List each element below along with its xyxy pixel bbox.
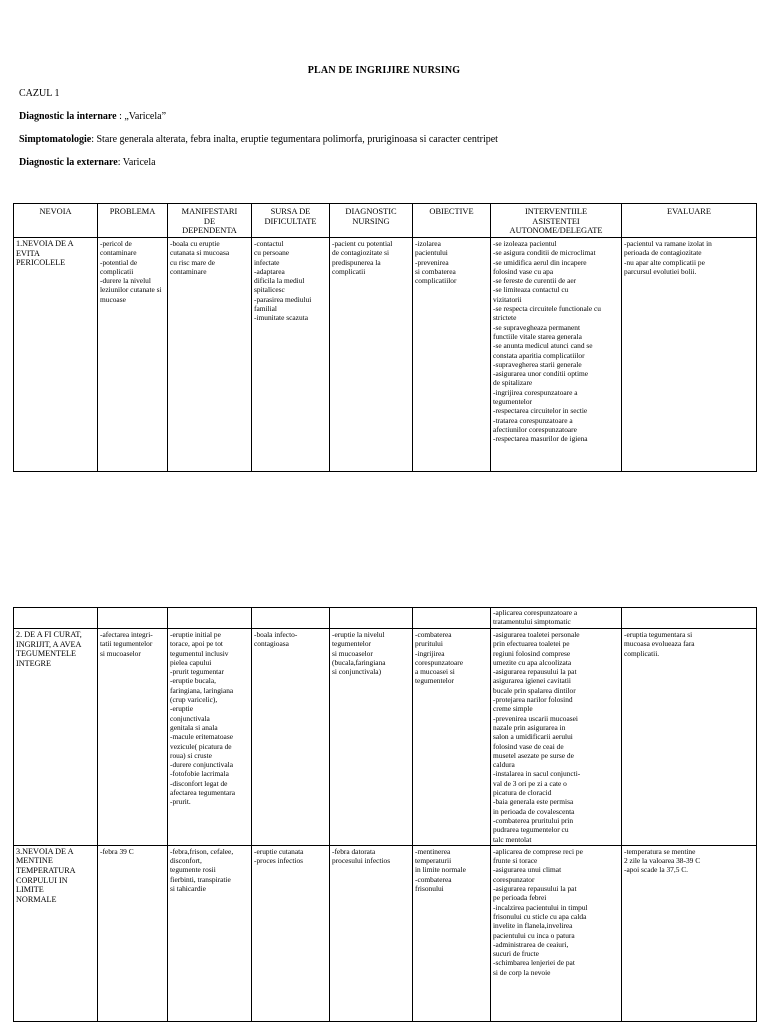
admission-diagnosis-label: Diagnostic la internare bbox=[19, 111, 117, 122]
cell-need bbox=[14, 629, 98, 846]
cell-line: -se limiteaza contactul cu bbox=[493, 285, 569, 295]
cell-line: de spitalizare bbox=[493, 378, 533, 388]
cell-line: -combaterea bbox=[415, 630, 452, 639]
cell-line: -asigurarea toaletei personale bbox=[493, 630, 580, 639]
cell-line: -aplicarea de comprese reci pe bbox=[493, 846, 583, 856]
cell-line: -mentinerea bbox=[415, 846, 451, 856]
cell-line: -proces infectios bbox=[254, 856, 304, 866]
cell-line: -durere conjunctivala bbox=[170, 760, 233, 770]
cell-line: -afectarea integri- bbox=[100, 630, 153, 639]
cell-line: perioada de contagiozitate bbox=[624, 248, 702, 258]
cell-interventions bbox=[491, 238, 622, 472]
cell-line: in limite normale bbox=[415, 865, 466, 875]
table-row bbox=[14, 845, 757, 1021]
cell-line: folosind vase de ceai de bbox=[493, 741, 564, 751]
cell-line: -asigurarea repausului la pat bbox=[493, 667, 577, 677]
cell-line: -se fereste de curentii de aer bbox=[493, 276, 577, 286]
discharge-diagnosis bbox=[19, 157, 156, 168]
cell-line: -adaptarea bbox=[254, 266, 285, 276]
cell-line: -eruptia tegumentara si bbox=[624, 630, 693, 639]
header-objectives bbox=[413, 204, 491, 238]
cell-line: afectarea tegumentara bbox=[170, 788, 236, 798]
cell-line: corespunzatoare bbox=[415, 657, 464, 667]
cell-line: prin efectuarea toaletei pe bbox=[493, 639, 570, 649]
cell-line: faringiana, laringiana bbox=[170, 685, 234, 695]
cell-line: disconfort, bbox=[170, 856, 202, 866]
cell-line: complicatii bbox=[100, 266, 134, 276]
cell-line: -febra 39 C bbox=[100, 846, 134, 856]
cell-evaluation bbox=[622, 845, 757, 1021]
cell-line: dificila la mediul bbox=[254, 276, 305, 286]
cell-line: -eruptie bbox=[170, 704, 193, 714]
cell-line: -nu apar alte complicatii pe bbox=[624, 257, 705, 267]
cell-line: -imunitate scazuta bbox=[254, 313, 308, 323]
cell-line: -izolarea bbox=[415, 239, 441, 248]
cell-line: infectate bbox=[254, 257, 280, 267]
cell-line: roua) si cruste bbox=[170, 750, 212, 760]
case-label: CAZUL 1 bbox=[19, 88, 60, 99]
cell-line: ASISTENTEI bbox=[532, 216, 580, 226]
cell-line: si combaterea bbox=[415, 266, 456, 276]
cell-line: si mucoaselor bbox=[332, 648, 373, 658]
table-row bbox=[14, 629, 757, 846]
cell-line: DIFICULTATE bbox=[264, 216, 317, 226]
cell-line: pielea capului bbox=[170, 657, 212, 667]
cell-line: -aplicarea corespunzatoare a bbox=[493, 608, 578, 617]
cell-line: a mucoasei si bbox=[415, 667, 455, 677]
cell-line: -schimbarea lenjeriei de pat bbox=[493, 958, 575, 968]
cell-nursing-diagnosis bbox=[330, 845, 413, 1021]
header-problem bbox=[98, 204, 168, 238]
cell-line: mucoase bbox=[100, 294, 126, 304]
cell-line: frisonului bbox=[415, 884, 444, 894]
cell-line: -eruptie la nivelul bbox=[332, 630, 385, 639]
header-manifestations bbox=[168, 204, 252, 238]
cell-line: tratamentului simptomatic bbox=[493, 617, 571, 627]
cell-line: tegumentelor bbox=[332, 639, 371, 649]
cell-line: si mucoaselor bbox=[100, 648, 141, 658]
cell-problem bbox=[98, 629, 168, 846]
cell-line: -eruptie initial pe bbox=[170, 630, 221, 639]
cell-line: -protejarea narilor folosind bbox=[493, 695, 573, 705]
cell-line: INTERVENTIILE bbox=[524, 207, 588, 216]
cell-line: creme simple bbox=[493, 704, 533, 714]
cell-line: -durere la nivelul bbox=[100, 276, 151, 286]
cell-line: TEGUMENTELE bbox=[16, 649, 77, 659]
header-evaluation bbox=[622, 204, 757, 238]
cell-line: -se umidifica aerul din incapere bbox=[493, 257, 587, 267]
cell-line: -prurit tegumentar bbox=[170, 667, 224, 677]
cell-problem bbox=[98, 845, 168, 1021]
cell-difficulty-source bbox=[252, 629, 330, 846]
cell-line: -disconfort legat de bbox=[170, 778, 228, 788]
cell-line: umezite cu apa alcoolizata bbox=[493, 657, 572, 667]
cell-line: -prurit. bbox=[170, 797, 191, 807]
cell-line: -eruptie cutanata bbox=[254, 846, 304, 856]
cell-line: -asigurarea unui climat bbox=[493, 865, 562, 875]
cell-line: corespunzator bbox=[493, 874, 535, 884]
cell-line: parcursul evolutiei bolii. bbox=[624, 266, 697, 276]
cell-line: NEVOIA bbox=[39, 207, 72, 216]
cell-line: cutanata si mucoasa bbox=[170, 248, 230, 258]
cell-line: 3.NEVOIA DE A bbox=[16, 846, 74, 856]
cell-line: in perioada de covalescenta bbox=[493, 806, 575, 816]
cell-line: leziunilor cutanate si bbox=[100, 285, 162, 295]
cell-line: -potential de bbox=[100, 257, 138, 267]
cell-line: tatii tegumentelor bbox=[100, 639, 153, 649]
cell-line: contagioasa bbox=[254, 639, 289, 649]
cell-line: CORPULUI IN bbox=[16, 875, 68, 885]
cell-line: si tahicardie bbox=[170, 884, 206, 894]
cell-line: functiile vitale starea generala bbox=[493, 331, 582, 341]
cell-problem bbox=[98, 238, 168, 472]
cell-line: -combaterea pruritului prin bbox=[493, 815, 574, 825]
cell-line: -temperatura se mentine bbox=[624, 846, 696, 856]
cell-line: tegumentelor bbox=[415, 676, 454, 686]
cell-line: contaminare bbox=[100, 248, 137, 258]
cell-line: pacientului cu inca o patura bbox=[493, 930, 575, 940]
cell-line: procesului infectios bbox=[332, 856, 391, 866]
cell-line: musetel asezate pe surse de bbox=[493, 750, 574, 760]
cell-objectives bbox=[413, 629, 491, 846]
cell-manifestations bbox=[168, 238, 252, 472]
cell-line: de contagiozitate si bbox=[332, 248, 390, 258]
cell-line: (bucala,faringiana bbox=[332, 657, 386, 667]
cell-line: PROBLEMA bbox=[109, 207, 156, 216]
cell-line: predispunerea la bbox=[332, 257, 381, 267]
cell-line: sucuri de fructe bbox=[493, 949, 539, 959]
discharge-diagnosis-label: Diagnostic la externare bbox=[19, 157, 118, 168]
cell-interventions bbox=[491, 629, 622, 846]
cell-line: OBIECTIVE bbox=[429, 207, 474, 216]
cell-line: genitala si anala bbox=[170, 722, 218, 732]
cell-line: frunte si torace bbox=[493, 856, 538, 866]
cell-line: val de 3 ori pe zi a cate o bbox=[493, 778, 567, 788]
cell-line: -prevenirea uscarii mucoasei bbox=[493, 713, 578, 723]
cell-line: -eruptie bucala, bbox=[170, 676, 216, 686]
cell-line: pe perioada febrei bbox=[493, 893, 547, 903]
cell-manifestations bbox=[168, 629, 252, 846]
cell-line: 2. DE A FI CURAT, bbox=[16, 630, 82, 639]
cell-manifestations bbox=[168, 845, 252, 1021]
cell-line: regiuni folosind comprese bbox=[493, 648, 571, 658]
cell-objectives bbox=[413, 845, 491, 1021]
cell-difficulty-source bbox=[252, 238, 330, 472]
cell-line: -asigurarea repausului la pat bbox=[493, 884, 577, 894]
cell-line: DIAGNOSTIC bbox=[345, 207, 397, 216]
cell-line: frisonului cu sticle cu apa calda bbox=[493, 911, 587, 921]
cell-line: -respectarea circuitelor in sectie bbox=[493, 406, 588, 416]
cell-line: bucale prin spalarea dintilor bbox=[493, 685, 576, 695]
cell-line: complicatii. bbox=[624, 648, 660, 658]
cell-line: folosind vase cu apa bbox=[493, 266, 554, 276]
cell-line: cu risc mare de bbox=[170, 257, 215, 267]
cell-line: MENTINE bbox=[16, 856, 53, 866]
cell-line: pruritului bbox=[415, 639, 443, 649]
cell-line: -fotofobie lacrimala bbox=[170, 769, 229, 779]
cell-line: -instalarea in sacul conjuncti- bbox=[493, 769, 581, 779]
cell-line: -tratarea corespunzatoare a bbox=[493, 415, 573, 425]
cell-line: torace, apoi pe tot bbox=[170, 639, 223, 649]
table-row bbox=[14, 238, 757, 472]
cell-line: salon a umidificarii aerului bbox=[493, 732, 573, 742]
cell-line: -pacientul va ramane izolat in bbox=[624, 239, 712, 248]
symptoms-label: Simptomatologie bbox=[19, 134, 92, 145]
cell-line: -prevenirea bbox=[415, 257, 449, 267]
cell-interventions bbox=[491, 845, 622, 1021]
cell-line: fierbinti, transpiratie bbox=[170, 874, 231, 884]
cell-line: (crup varicelic), bbox=[170, 695, 218, 705]
cell-objectives bbox=[413, 238, 491, 472]
cell-line: -se anunta medicul atunci cand se bbox=[493, 341, 593, 351]
cell-line: -se asigura conditii de microclimat bbox=[493, 248, 596, 258]
cell-line: vezicule( picatura de bbox=[170, 741, 232, 751]
cell-line: pacientului bbox=[415, 248, 448, 258]
cell-line: -se izoleaza pacientul bbox=[493, 239, 557, 248]
cell-line: complicatii bbox=[332, 266, 366, 276]
cell-line: contaminare bbox=[170, 266, 207, 276]
cell-line: NURSING bbox=[352, 216, 390, 226]
header-interventions bbox=[491, 204, 622, 238]
continuation-interventions bbox=[491, 608, 622, 629]
cell-nursing-diagnosis bbox=[330, 629, 413, 846]
cell-line: -se supravegheaza permanent bbox=[493, 322, 580, 332]
cell-line: si conjunctivala) bbox=[332, 667, 382, 677]
cell-line: cu persoane bbox=[254, 248, 290, 258]
cell-line: 2 zile la valoarea 38-39 C bbox=[624, 856, 701, 866]
cell-line: PERICOLELE bbox=[16, 258, 66, 268]
cell-line: tegumente rosii bbox=[170, 865, 216, 875]
cell-line: -incalzirea pacientului in timpul bbox=[493, 902, 588, 912]
cell-line: temperaturii bbox=[415, 856, 452, 866]
symptoms bbox=[19, 134, 498, 145]
cell-line: -macule eritematoase bbox=[170, 732, 233, 742]
cell-line: EVALUARE bbox=[666, 207, 712, 216]
cell-line: nazale prin asigurarea in bbox=[493, 722, 566, 732]
cell-line: TEMPERATURA bbox=[16, 866, 76, 876]
cell-line: caldura bbox=[493, 760, 515, 770]
cell-line: strictete bbox=[493, 313, 517, 323]
discharge-diagnosis-value: : Varicela bbox=[117, 157, 156, 168]
cell-line: -asigurarea unor conditii optime bbox=[493, 369, 589, 379]
cell-difficulty-source bbox=[252, 845, 330, 1021]
cell-line: SURSA DE bbox=[270, 207, 311, 216]
cell-line: -ingrijirea corespunzatoare a bbox=[493, 387, 578, 397]
cell-line: -supravegherea starii generale bbox=[493, 359, 582, 369]
cell-line: LIMITE bbox=[16, 885, 44, 895]
cell-evaluation bbox=[622, 629, 757, 846]
cell-line: spitalicesc bbox=[254, 285, 285, 295]
header-nursing-diagnosis bbox=[330, 204, 413, 238]
cell-line: afectiunilor corespunzatoare bbox=[493, 424, 577, 434]
cell-line: -combaterea bbox=[415, 874, 452, 884]
cell-line: -pericol de bbox=[100, 239, 132, 248]
cell-line: tegumentul inclusiv bbox=[170, 648, 229, 658]
admission-diagnosis-value: : „Varicela” bbox=[116, 111, 167, 122]
cell-line: invelite in flanela,invelirea bbox=[493, 921, 573, 931]
continuation-row bbox=[14, 608, 757, 629]
cell-line: -administrarea de ceaiuri, bbox=[493, 939, 569, 949]
nursing-care-table-part2 bbox=[13, 607, 757, 1022]
cell-line: si de corp la nevoie bbox=[493, 967, 551, 977]
cell-nursing-diagnosis bbox=[330, 238, 413, 472]
cell-line: DEPENDENTA bbox=[182, 226, 237, 235]
header-difficulty-source bbox=[252, 204, 330, 238]
header-row bbox=[14, 204, 757, 238]
cell-line: constata aparitia complicatiilor bbox=[493, 350, 585, 360]
cell-line: -baia generala este permisa bbox=[493, 797, 574, 807]
cell-line: -apoi scade la 37,5 C. bbox=[624, 865, 689, 875]
cell-evaluation bbox=[622, 238, 757, 472]
cell-line: -boala infecto- bbox=[254, 630, 298, 639]
cell-line: -pacient cu potential bbox=[332, 239, 393, 248]
cell-line: complicatiilor bbox=[415, 276, 457, 286]
cell-line: talc mentolat bbox=[493, 834, 532, 844]
cell-need bbox=[14, 845, 98, 1021]
cell-line: 1.NEVOIA DE A bbox=[16, 239, 74, 248]
cell-line: EVITA bbox=[16, 248, 40, 258]
cell-line: INTEGRE bbox=[16, 658, 52, 668]
symptoms-value: : Stare generala alterata, febra inalta, eruptie tegumentara polimorfa, pruriginoasa si caracter centripet bbox=[91, 134, 498, 145]
cell-line: -contactul bbox=[254, 239, 284, 248]
cell-line: -febra,frison, cefalee, bbox=[170, 846, 234, 856]
cell-line: -boala cu eruptie bbox=[170, 239, 220, 248]
page-title: PLAN DE INGRIJIRE NURSING bbox=[307, 65, 461, 76]
cell-line: NORMALE bbox=[16, 894, 57, 904]
cell-line: MANIFESTARI bbox=[181, 207, 238, 216]
cell-line: asigurarea igienei cavitatii bbox=[493, 676, 571, 686]
header-need bbox=[14, 204, 98, 238]
cell-line: conjunctivala bbox=[170, 713, 210, 723]
admission-diagnosis bbox=[19, 111, 166, 122]
cell-line: pudrarea tegumentelor cu bbox=[493, 825, 569, 835]
cell-line: INGRIJIT, A AVEA bbox=[16, 639, 82, 649]
cell-need bbox=[14, 238, 98, 472]
cell-line: picatura de cloracid bbox=[493, 788, 552, 798]
cell-line: -parasirea mediului bbox=[254, 294, 312, 304]
cell-line: tegumentelor bbox=[493, 397, 532, 407]
cell-line: familial bbox=[254, 304, 277, 314]
cell-line: AUTONOME/DELEGATE bbox=[509, 226, 603, 235]
cell-line: mucoasa evolueaza fara bbox=[624, 639, 695, 649]
cell-line: DE bbox=[203, 216, 216, 226]
cell-line: -ingrijirea bbox=[415, 648, 445, 658]
cell-line: -se respecta circuitele functionale cu bbox=[493, 304, 601, 314]
cell-line: -respectarea masurilor de igiena bbox=[493, 434, 588, 444]
nursing-care-table-part1 bbox=[13, 203, 757, 472]
cell-line: vizitatorii bbox=[493, 294, 522, 304]
cell-line: -febra datorata bbox=[332, 846, 376, 856]
